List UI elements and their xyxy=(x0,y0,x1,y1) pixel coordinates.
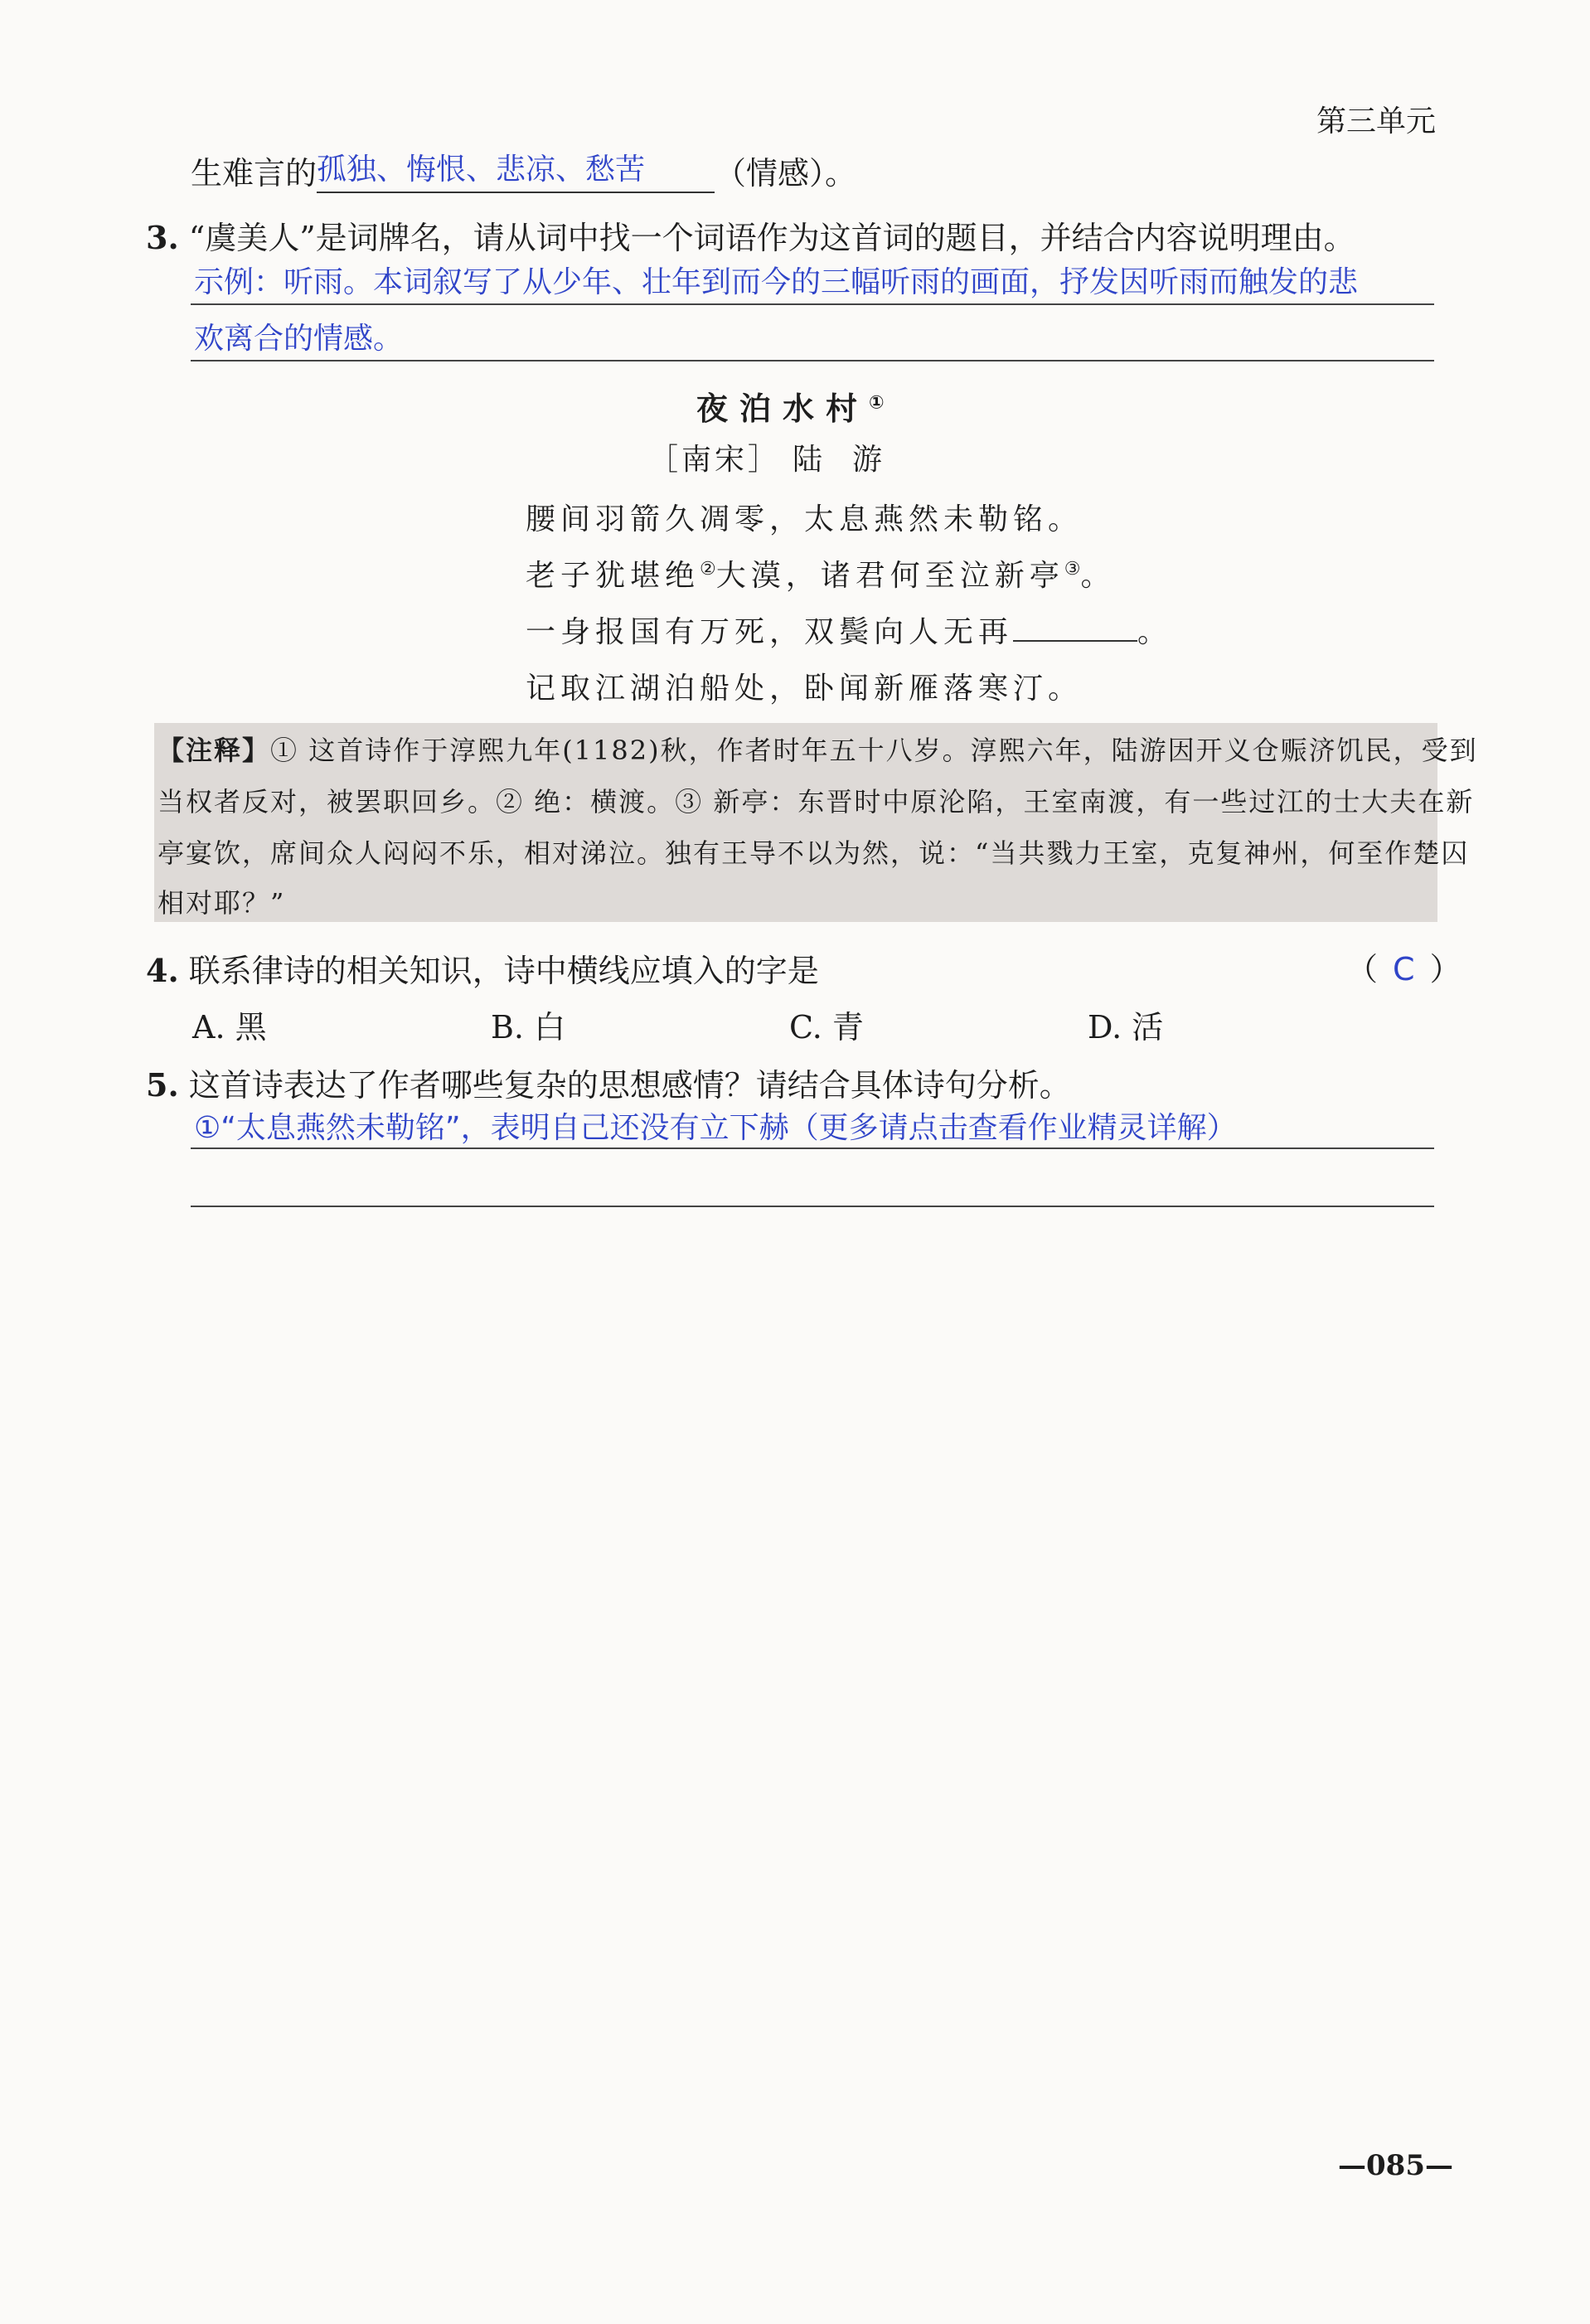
notes-label: 【注释】 xyxy=(158,735,271,766)
poem-line-2-a: 老子犹堪绝 xyxy=(526,559,700,593)
notes-line-1-text: ① 这首诗作于淳熙九年(1182)秋，作者时年五十八岁。淳熙六年，陆游因开义仓赈济饥民，受到 xyxy=(270,735,1478,766)
poem-line-3-b: 。 xyxy=(1137,615,1173,649)
q4-option-b: B. 白 xyxy=(491,1009,566,1046)
paren-close: ） xyxy=(1429,951,1462,987)
poem-line-2 xyxy=(526,552,1116,594)
poem-line-3 xyxy=(526,609,1172,651)
poem-line-2-b: 大漠，诸君何至泣新亭 xyxy=(715,559,1064,593)
poem-dynasty: ［南宋］ xyxy=(648,443,782,477)
unit-header: 第三单元 xyxy=(1316,104,1437,138)
q4-option-a: A. 黑 xyxy=(192,1009,267,1046)
answer-rule xyxy=(191,360,1434,361)
q5-text: 这首诗表达了作者哪些复杂的思想感情？请结合具体诗句分析。 xyxy=(188,1067,1071,1104)
footnote-marker: ② xyxy=(700,559,716,580)
notes-line-3: 亭宴饮，席间众人闷闷不乐，相对涕泣。独有王导不以为然，说：“当共戮力王室，克复神州，何至作楚囚 xyxy=(158,837,1470,869)
q2-tail xyxy=(191,148,856,193)
poem-author xyxy=(648,436,912,478)
q4-option-c: C. 青 xyxy=(789,1009,864,1046)
q5-question xyxy=(146,1060,1071,1105)
footnote-marker: ③ xyxy=(1064,559,1081,580)
notes-line-4: 相对耶？” xyxy=(158,887,286,919)
answer-rule xyxy=(191,1206,1434,1207)
q2-answer: 孤独、悔恨、悲凉、愁苦 xyxy=(317,153,646,187)
poem-line-2-c: 。 xyxy=(1080,559,1116,593)
page-number: —085— xyxy=(1338,2149,1453,2182)
q2-suffix: （情感）。 xyxy=(715,155,857,192)
paren-open: （ xyxy=(1346,951,1379,987)
answer-rule xyxy=(191,1147,1434,1149)
poem-line-3-a: 一身报国有万死，双鬓向人无再 xyxy=(526,615,1014,649)
q5-number: 5. xyxy=(146,1066,179,1104)
q4-text: 联系律诗的相关知识，诗中横线应填入的字是 xyxy=(188,953,819,989)
q3-answer-line2: 欢离合的情感。 xyxy=(194,322,404,356)
q3-text: “虞美人”是词牌名，请从词中找一个词语作为这首词的题目，并结合内容说明理由。 xyxy=(188,220,1355,256)
q5-answer-line1[interactable]: ①“太息燕然未勒铭”，表明自己还没有立下赫（更多请点击查看作业精灵详解） xyxy=(194,1111,1237,1145)
q2-answer-blank xyxy=(317,153,715,193)
q4-answer-parens xyxy=(1346,944,1462,989)
poem-title-text: 夜泊水村 xyxy=(696,391,870,427)
poem-line-1: 腰间羽箭久凋零，太息燕然未勒铭。 xyxy=(526,502,1083,536)
poem-fill-blank xyxy=(1013,615,1137,642)
q4-option-d: D. 活 xyxy=(1088,1009,1164,1046)
q3-question xyxy=(146,212,1355,258)
poem-title xyxy=(696,383,885,429)
q3-answer-line1: 示例：听雨。本词叙写了从少年、壮年到而今的三幅听雨的画面，抒发因听雨而触发的悲 xyxy=(194,265,1359,299)
notes-line-1 xyxy=(158,730,1478,768)
q4-number: 4. xyxy=(146,952,179,989)
footnote-marker: ① xyxy=(869,392,885,414)
q2-prefix: 生难言的 xyxy=(191,155,318,192)
answer-rule xyxy=(191,303,1434,305)
poem-author-name: 陆游 xyxy=(793,443,913,477)
q4-question xyxy=(146,945,819,991)
notes-line-2: 当权者反对，被罢职回乡。② 绝：横渡。③ 新亭：东晋时中原沦陷，王室南渡，有一些过江的士大夫在新 xyxy=(158,786,1475,818)
poem-line-4: 记取江湖泊船处，卧闻新雁落寒汀。 xyxy=(526,672,1083,706)
q3-number: 3. xyxy=(146,219,179,256)
q4-answer: C xyxy=(1393,951,1415,987)
